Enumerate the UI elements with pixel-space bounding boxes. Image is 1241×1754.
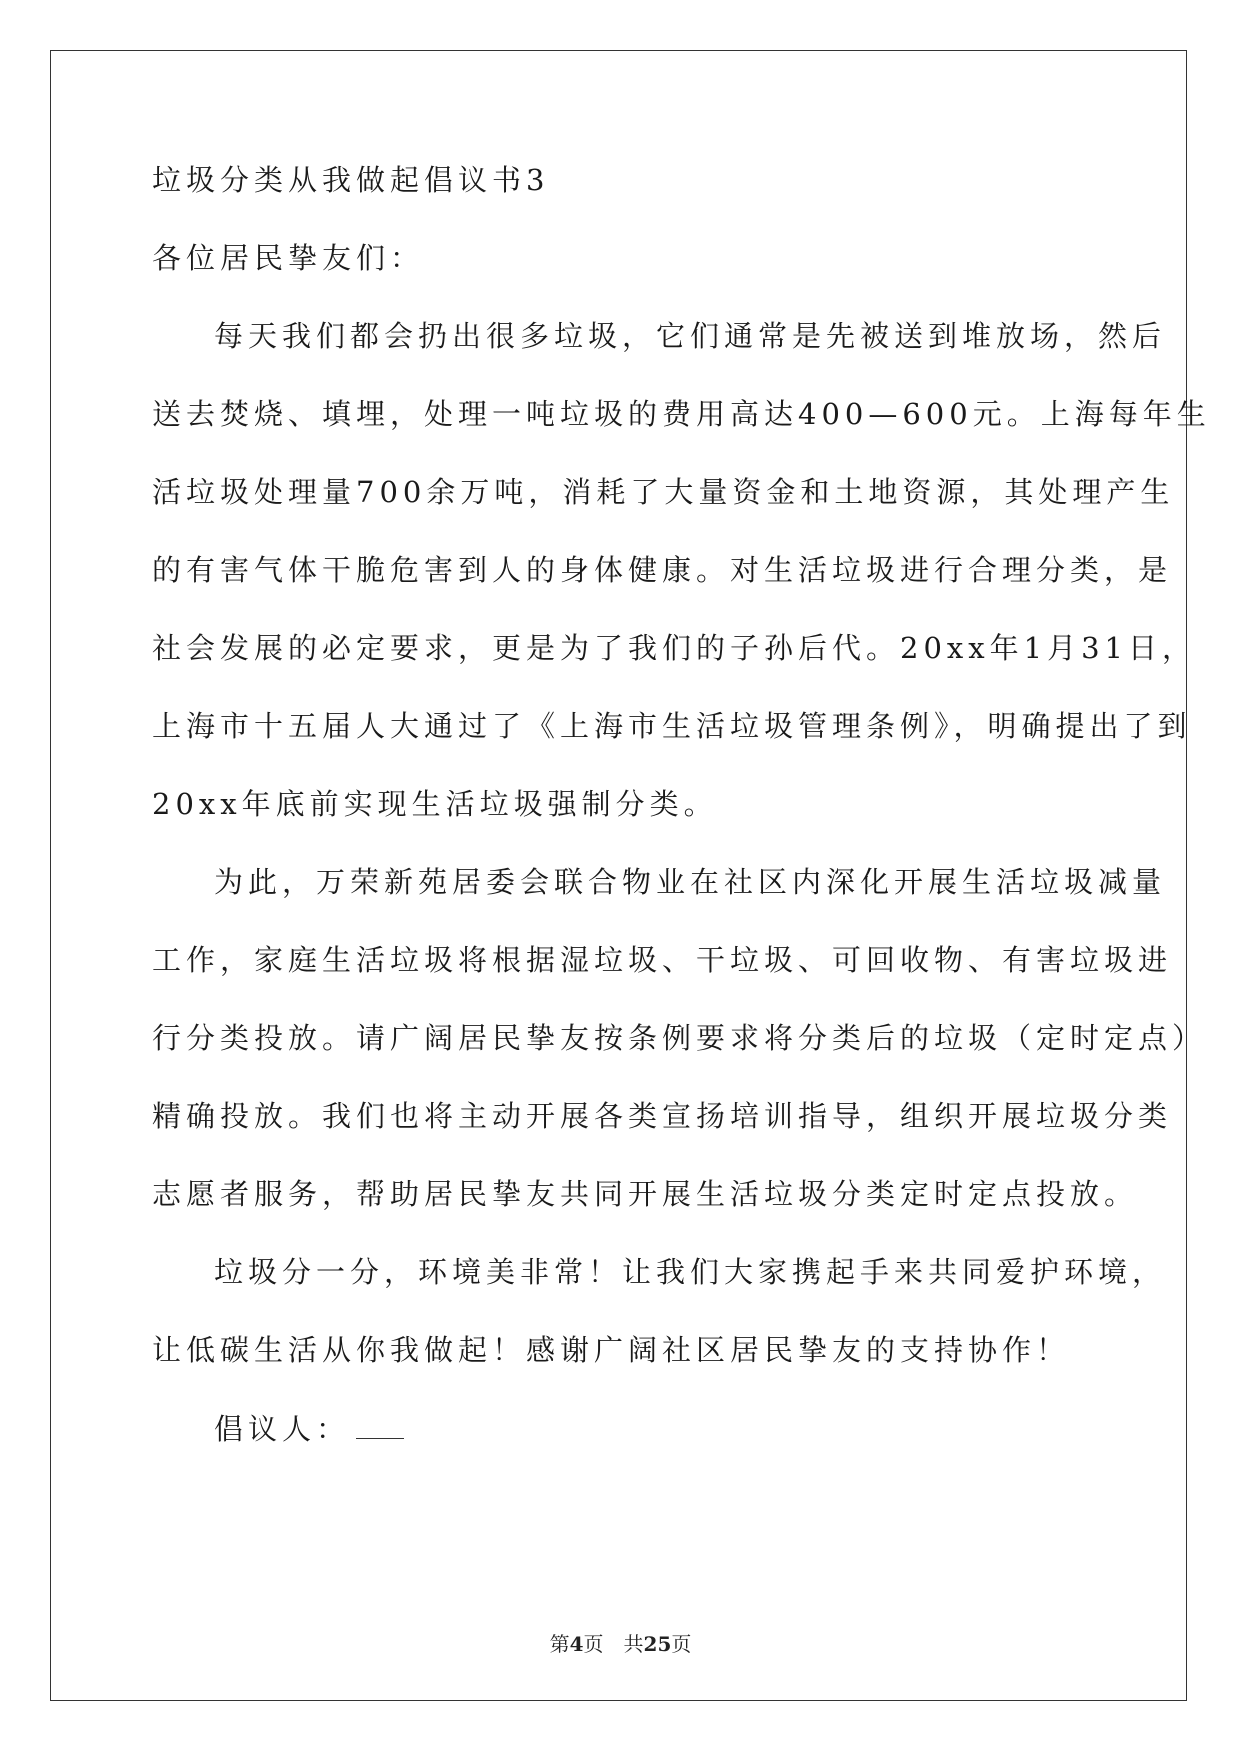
paragraph-3 [152,1252,1167,1370]
paragraph-line: 工作，家庭生活垃圾将根据湿垃圾、干垃圾、可回收物、有害垃圾进 [152,943,1173,977]
paragraph-line: 每天我们都会扔出很多垃圾，它们通常是先被送到堆放场，然后 [214,319,1167,353]
paragraph-line: 垃圾分一分，环境美非常！让我们大家携起手来共同爱护环境， [214,1255,1167,1289]
paragraph-1 [152,316,1211,824]
document-title: 垃圾分类从我做起倡议书3 [152,163,550,197]
signature-line [152,1408,1092,1449]
paragraph-line: 社会发展的必定要求，更是为了我们的子孙后代。20xx年1月31日， [152,631,1196,665]
paragraph-line: 让低碳生活从你我做起！感谢广阔社区居民挚友的支持协作！ [152,1333,1071,1367]
page-footer [0,1628,1241,1657]
paragraph-line: 行分类投放。请广阔居民挚友按条例要求将分类后的垃圾（定时定点） [152,1021,1207,1055]
total-suffix: 页 [671,1632,692,1656]
paragraph-line: 的有害气体干脆危害到人的身体健康。对生活垃圾进行合理分类，是 [152,553,1173,587]
paragraph-2 [152,862,1207,1214]
paragraph-line: 为此，万荣新苑居委会联合物业在社区内深化开展生活垃圾减量 [214,865,1167,899]
signature-blank [356,1408,404,1439]
total-prefix: 共 [623,1632,644,1656]
page-prefix: 第 [549,1632,570,1656]
paragraph-line: 20xx年底前实现生活垃圾强制分类。 [152,787,718,821]
document-body [152,160,1211,1449]
page-total: 25 [643,1632,672,1656]
greeting: 各位居民挚友们： [152,241,425,275]
paragraph-line: 活垃圾处理量700余万吨，消耗了大量资金和土地资源，其处理产生 [152,475,1175,509]
signature-label: 倡议人： [214,1412,351,1446]
page-suffix: 页 [583,1632,604,1656]
paragraph-line: 送去焚烧、填埋，处理一吨垃圾的费用高达400—600元。上海每年生 [152,397,1211,431]
paragraph-line: 志愿者服务，帮助居民挚友共同开展生活垃圾分类定时定点投放。 [152,1177,1139,1211]
paragraph-line: 上海市十五届人大通过了《上海市生活垃圾管理条例》，明确提出了到 [152,709,1192,743]
page-current: 4 [569,1632,584,1656]
paragraph-line: 精确投放。我们也将主动开展各类宣扬培训指导，组织开展垃圾分类 [152,1099,1173,1133]
